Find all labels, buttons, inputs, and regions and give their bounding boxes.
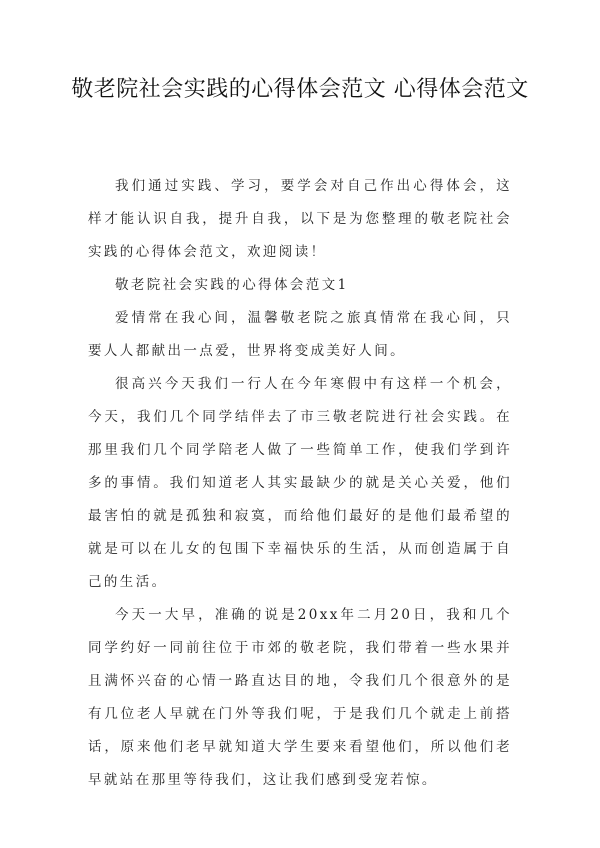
paragraph-intro: 我们通过实践、学习，要学会对自己作出心得体会，这样才能认识自我，提升自我，以下是为您整理的敬老院社会实践的心得体会范文，欢迎阅读！: [88, 178, 512, 260]
document-title: 敬老院社会实践的心得体会范文 心得体会范文: [71, 77, 529, 102]
paragraph: 今天一大早，准确的说是20xx年二月20日，我和几个同学约好一同前往位于市郊的敬老院，我们带着一些水果并且满怀兴奋的心情一路直达目的地，令我们几个很意外的是有几位老人早就在门外等我们呢，于是我们几个就走上前搭话，原来他们老早就知道大学生要来看望他们，所以他们老早就站在那里等待我们，这让我们感到受宠若惊。: [88, 607, 512, 788]
paragraph: 爱情常在我心间，温馨敬老院之旅真情常在我心间，只要人人都献出一点爱，世界将变成美好人间。: [88, 310, 512, 359]
document-body: [88, 170, 512, 797]
paragraph-subheading: 敬老院社会实践的心得体会范文1: [115, 277, 349, 293]
paragraph: 很高兴今天我们一行人在今年寒假中有这样一个机会，今天，我们几个同学结伴去了市三敬老院进行社会实践。在那里我们几个同学陪老人做了一些简单工作，使我们学到许多的事情。我们知道老人其实最缺少的就是关心关爱，他们最害怕的就是孤独和寂寞，而给他们最好的是他们最希望的就是可以在儿女的包围下幸福快乐的生活，从而创造属于自己的生活。: [88, 376, 512, 590]
